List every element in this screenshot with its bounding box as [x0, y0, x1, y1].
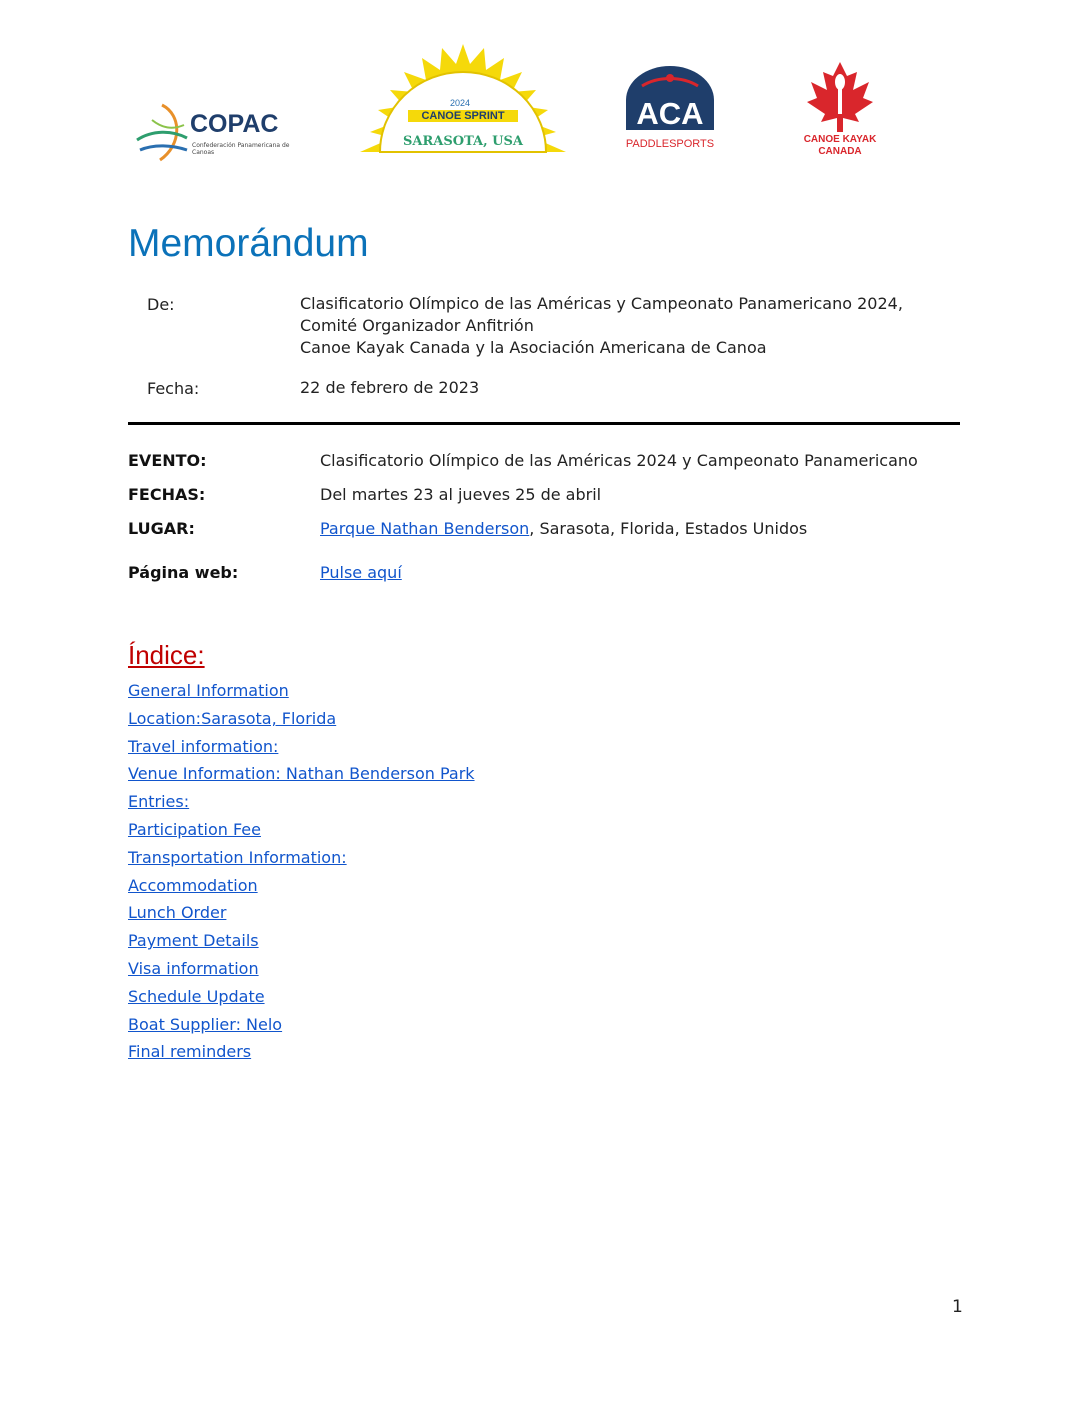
header-divider: [128, 422, 960, 425]
toc-item: [128, 1038, 475, 1066]
venue-link[interactable]: Parque Nathan Benderson: [320, 519, 530, 538]
copac-logo: [132, 100, 292, 170]
toc-item: [128, 816, 475, 844]
date-label: Fecha:: [147, 379, 200, 398]
from-block: [300, 293, 903, 359]
event-value: Clasificatorio Olímpico de las Américas 2024 y Campeonato Panamericano: [320, 451, 918, 470]
toc-link-final-reminders[interactable]: Final reminders: [128, 1042, 252, 1062]
copac-subtitle: Confederación Panamericana de Canoas: [192, 142, 290, 156]
ckc-line2: CANADA: [818, 146, 862, 157]
toc-item: [128, 1011, 475, 1039]
toc-item: [128, 899, 475, 927]
maple-leaf-icon: [805, 60, 875, 132]
toc-item: [128, 872, 475, 900]
date-value: 22 de febrero de 2023: [300, 378, 480, 397]
canoe-sprint-logo: [352, 42, 574, 154]
toc-link-schedule-update[interactable]: Schedule Update: [128, 986, 265, 1006]
toc-link-location[interactable]: Location:Sarasota, Florida: [128, 708, 337, 728]
venue-label: LUGAR:: [128, 519, 195, 538]
aca-text: ACA: [636, 96, 704, 131]
sprint-place-text: SARASOTA, USA: [403, 134, 523, 149]
venue-rest: , Sarasota, Florida, Estados Unidos: [529, 519, 808, 538]
aca-logo: [620, 64, 720, 156]
toc-link-general-information[interactable]: General Information: [128, 681, 289, 700]
toc-link-payment-details[interactable]: Payment Details: [128, 931, 259, 951]
toc-link-participation-fee[interactable]: Participation Fee: [128, 819, 261, 839]
toc-list: [128, 677, 475, 1066]
toc-link-entries[interactable]: Entries:: [128, 792, 190, 812]
toc-item: [128, 677, 475, 705]
toc-link-visa-information[interactable]: Visa information: [128, 958, 259, 978]
venue-value: [320, 519, 807, 538]
toc-item: [128, 788, 475, 816]
toc-link-transportation-information[interactable]: Transportation Information:: [128, 847, 347, 867]
dates-value: Del martes 23 al jueves 25 de abril: [320, 485, 602, 504]
sprint-main-text: CANOE SPRINT: [408, 110, 518, 122]
canoe-kayak-canada-logo: [800, 60, 880, 160]
copac-emblem-icon: [132, 100, 192, 170]
from-line: Comité Organizador Anfitrión: [300, 316, 534, 335]
web-value: [320, 563, 402, 582]
toc-item: [128, 705, 475, 733]
sprint-year: 2024: [450, 98, 471, 108]
toc-item: [128, 927, 475, 955]
toc-item: [128, 983, 475, 1011]
page-title: Memorándum: [128, 222, 369, 265]
toc-item: [128, 844, 475, 872]
toc-item: [128, 955, 475, 983]
dates-label: FECHAS:: [128, 485, 206, 504]
web-label: Página web:: [128, 563, 239, 582]
copac-text: COPAC: [190, 110, 279, 138]
ckc-line1: CANOE KAYAK: [803, 134, 877, 145]
from-line: Canoe Kayak Canada y la Asociación Americana de Canoa: [300, 338, 767, 357]
toc-link-travel-information[interactable]: Travel information:: [128, 736, 279, 756]
from-line: Clasificatorio Olímpico de las Américas y Campeonato Panamericano 2024,: [300, 294, 903, 313]
from-label: De:: [147, 295, 175, 314]
toc-item: [128, 733, 475, 761]
toc-link-lunch-order[interactable]: Lunch Order: [128, 903, 227, 923]
toc-link-boat-supplier[interactable]: Boat Supplier: Nelo: [128, 1014, 283, 1034]
web-link[interactable]: Pulse aquí: [320, 563, 402, 582]
toc-title: Índice:: [128, 640, 205, 670]
toc-link-venue-information[interactable]: Venue Information: Nathan Benderson Park: [128, 764, 475, 784]
toc-item: [128, 760, 475, 788]
event-label: EVENTO:: [128, 451, 207, 470]
aca-subtitle: PADDLESPORTS: [625, 138, 715, 150]
page-number: 1: [952, 1297, 963, 1317]
toc-link-accommodation[interactable]: Accommodation: [128, 875, 258, 895]
